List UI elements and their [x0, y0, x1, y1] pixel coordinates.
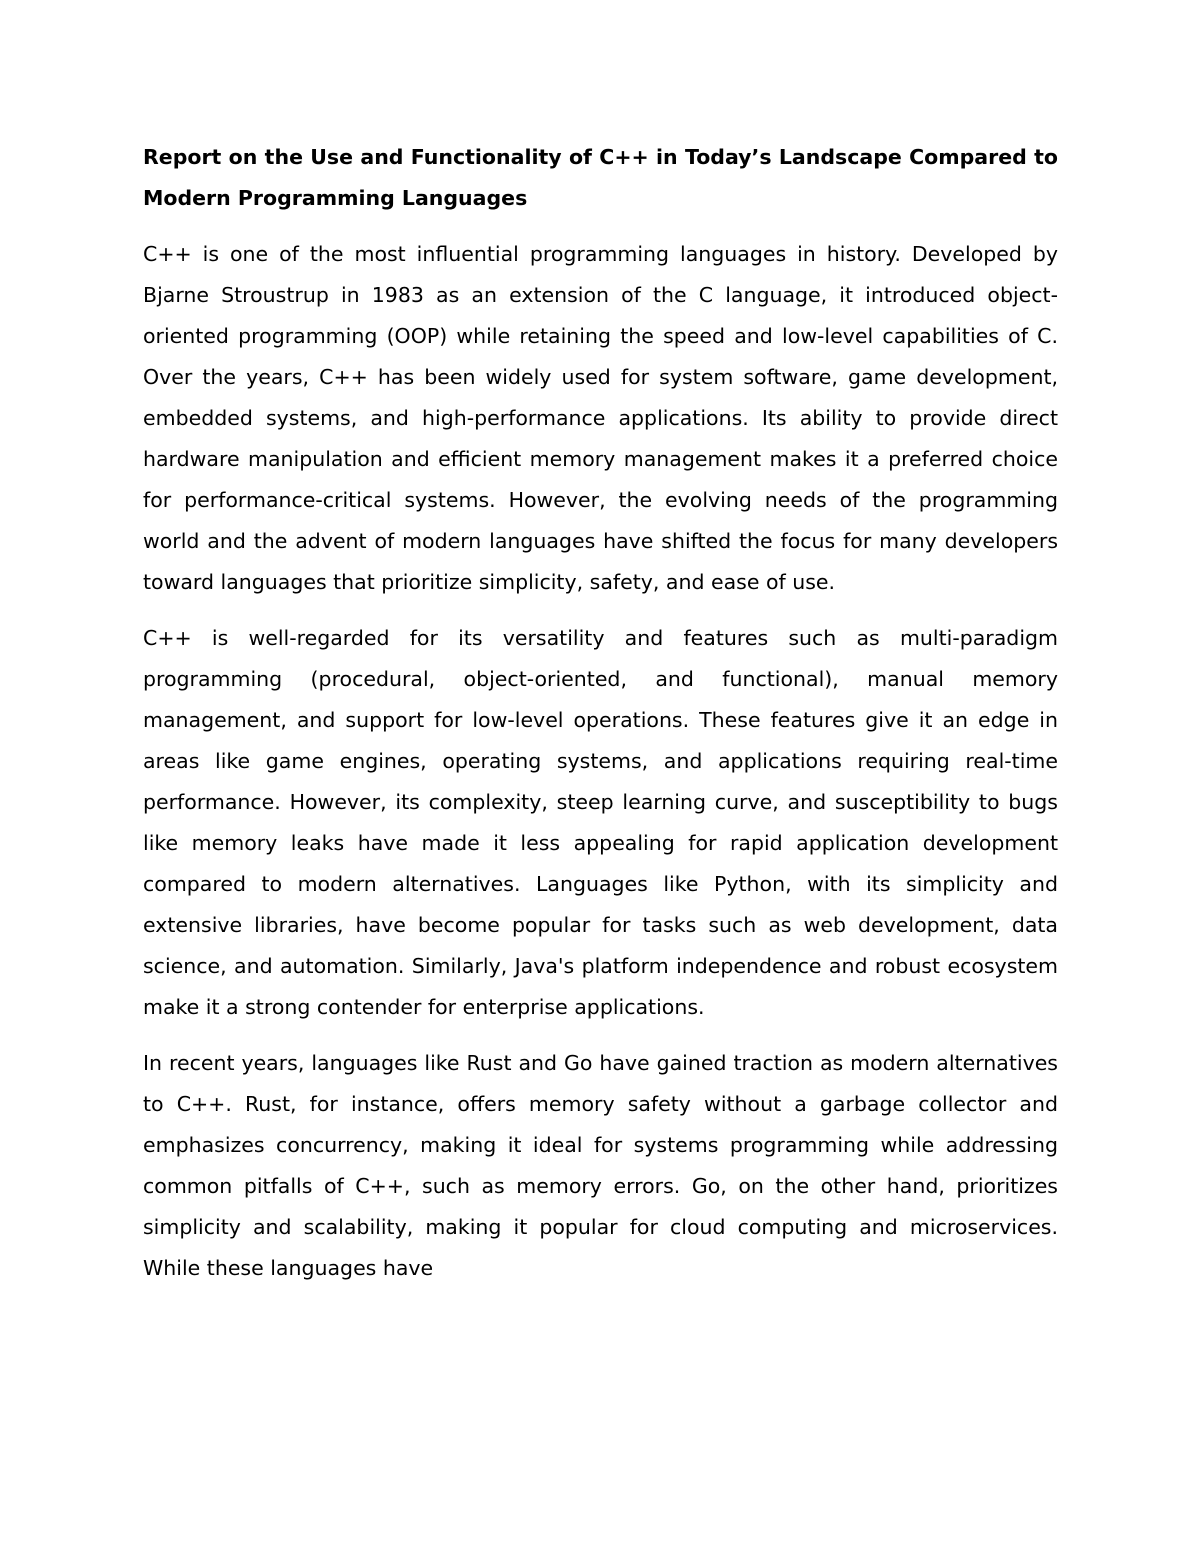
paragraph-1: C++ is one of the most influential programming languages in history. Developed by Bjarne Stroustrup in 1983 as an extension of the C language, it introduced object-oriented programming (OOP) while retaining the speed and low-level capabilities of C. Over the years, C++ has been widely used for system software, game development, embedded systems, and high-performance applications. Its ability to provide direct hardware manipulation and efficient memory management makes it a preferred choice for performance-critical systems. However, the evolving needs of the programming world and the advent of modern languages have shifted the focus for many developers toward languages that prioritize simplicity, safety, and ease of use. — [143, 242, 1058, 594]
paragraph-2: C++ is well-regarded for its versatility and features such as multi-paradigm programming (procedural, object-oriented, and functional), manual memory management, and support for low-level operations. These features give it an edge in areas like game engines, operating systems, and applications requiring real-time performance. However, its complexity, steep learning curve, and susceptibility to bugs like memory leaks have made it less appealing for rapid application development compared to modern alternatives. Languages like Python, with its simplicity and extensive libraries, have become popular for tasks such as web development, data science, and automation. Similarly, Java's platform independence and robust ecosystem make it a strong contender for enterprise applications. — [143, 626, 1058, 1019]
document-title: Report on the Use and Functionality of C++ in Today’s Landscape Compared to Modern Programming Languages — [143, 145, 1058, 210]
paragraph-3: In recent years, languages like Rust and Go have gained traction as modern alternatives to C++. Rust, for instance, offers memory safety without a garbage collector and emphasizes concurrency, making it ideal for systems programming while addressing common pitfalls of C++, such as memory errors. Go, on the other hand, prioritizes simplicity and scalability, making it popular for cloud computing and microservices. While these languages have — [143, 1051, 1058, 1280]
document-body — [143, 137, 1058, 1304]
